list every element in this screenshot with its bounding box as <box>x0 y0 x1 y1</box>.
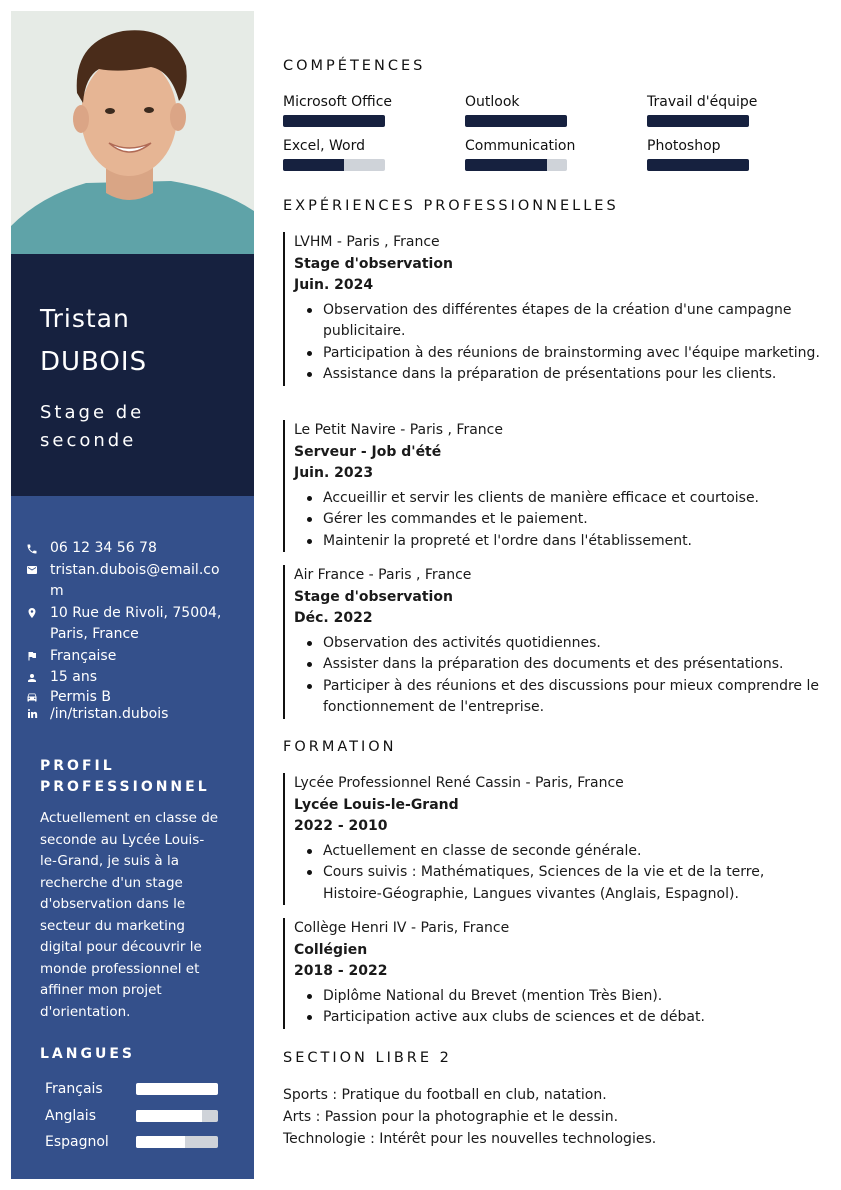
contact-linkedin-value[interactable]: /in/tristan.dubois <box>50 705 169 722</box>
experience-heading: EXPÉRIENCES PROFESSIONNELLES <box>283 198 619 214</box>
bullet-item: Observation des activités quotidiennes. <box>294 633 823 655</box>
language-level-bar <box>136 1136 218 1148</box>
profile-heading: PROFIL PROFESSIONNEL <box>40 758 210 795</box>
skill-level-bar <box>283 115 385 127</box>
entry-date: Déc. 2022 <box>294 610 373 626</box>
contact-phone <box>26 538 246 560</box>
skill-level-fill <box>283 115 385 127</box>
bullet-item: Assister dans la préparation des documents et des présentations. <box>294 654 823 676</box>
email-icon <box>26 560 50 582</box>
education-entry <box>283 773 823 905</box>
entry-organization: Le Petit Navire - Paris , France <box>294 422 503 438</box>
languages-list <box>45 1076 225 1156</box>
contact-address-value: 10 Rue de Rivoli, 75004, Paris, France <box>50 604 222 642</box>
contact-linkedin <box>26 706 246 723</box>
entry-bullets <box>294 633 823 719</box>
bullet-item: Gérer les commandes et le paiement. <box>294 509 823 531</box>
free-section-line: Arts : Passion pour la photographie et le dessin. <box>283 1109 619 1125</box>
skill-item <box>283 137 443 171</box>
free-section-line: Sports : Pratique du football en club, natation. <box>283 1087 607 1103</box>
skill-name: Photoshop <box>647 138 721 154</box>
skill-item <box>647 137 807 171</box>
bullet-item: Assistance dans la préparation de présentations pour les clients. <box>294 364 823 386</box>
education-heading: FORMATION <box>283 739 397 755</box>
person-icon <box>26 667 50 689</box>
entry-bullets <box>294 300 823 386</box>
contact-email <box>26 560 246 603</box>
experience-entry <box>283 565 823 719</box>
language-level-fill <box>136 1083 218 1095</box>
skills-heading: COMPÉTENCES <box>283 58 426 74</box>
language-level-fill <box>136 1110 202 1122</box>
bullet-item: Accueillir et servir les clients de manière efficace et courtoise. <box>294 488 823 510</box>
skill-level-fill <box>465 159 547 171</box>
skill-level-bar <box>647 115 749 127</box>
entry-date: 2018 - 2022 <box>294 963 388 979</box>
profile-photo <box>11 11 254 254</box>
entry-organization: Collège Henri IV - Paris, France <box>294 920 510 936</box>
entry-date: Juin. 2024 <box>294 277 374 293</box>
language-level-bar <box>136 1110 218 1122</box>
entry-role: Stage d'observation <box>294 255 453 272</box>
first-name: Tristan <box>40 304 130 333</box>
entry-date: Juin. 2023 <box>294 465 374 481</box>
car-icon <box>26 689 50 706</box>
language-name: Espagnol <box>45 1134 109 1151</box>
contact-license-value: Permis B <box>50 688 111 705</box>
entry-organization: Air France - Paris , France <box>294 567 472 583</box>
entry-role: Serveur - Job d'été <box>294 443 442 460</box>
entry-date: 2022 - 2010 <box>294 818 388 834</box>
language-name: Français <box>45 1081 103 1098</box>
skill-item <box>465 93 625 127</box>
contact-nationality <box>26 646 246 668</box>
language-item <box>45 1103 225 1130</box>
bullet-item: Participer à des réunions et des discussions pour mieux comprendre le fonctionnement de l'entreprise. <box>294 676 823 719</box>
skill-name: Microsoft Office <box>283 94 393 110</box>
language-name: Anglais <box>45 1107 96 1124</box>
skill-level-bar <box>283 159 385 171</box>
sidebar <box>11 11 254 1179</box>
skill-level-fill <box>465 115 567 127</box>
skill-item <box>465 137 625 171</box>
experience-entry <box>283 420 823 552</box>
bullet-item: Observation des différentes étapes de la création d'une campagne publicitaire. <box>294 300 823 343</box>
entry-role: Lycée Louis-le-Grand <box>294 796 459 813</box>
profile-text: Actuellement en classe de seconde au Lycée Louis-le-Grand, je suis à la recherche d'un stage d'observation dans le secteur du marketing digital pour découvrir le monde professionnel et affiner mon projet d'orientation. <box>40 810 219 1020</box>
languages-heading: LANGUES <box>40 1046 135 1062</box>
contact-age <box>26 667 246 689</box>
job-title: Stage de seconde <box>40 402 145 451</box>
entry-organization: LVHM - Paris , France <box>294 234 440 250</box>
skill-level-bar <box>465 159 567 171</box>
language-level-bar <box>136 1083 218 1095</box>
language-item <box>45 1076 225 1103</box>
flag-icon <box>26 646 50 668</box>
skill-name: Travail d'équipe <box>647 94 758 110</box>
contact-phone-value[interactable]: 06 12 34 56 78 <box>50 540 157 556</box>
education-entry <box>283 918 823 1029</box>
language-item <box>45 1129 225 1156</box>
skill-level-bar <box>465 115 567 127</box>
contact-license <box>26 689 246 706</box>
last-name: DUBOIS <box>40 347 148 377</box>
bullet-item: Participation active aux clubs de sciences et de débat. <box>294 1007 823 1029</box>
contact-address <box>26 603 246 646</box>
entry-organization: Lycée Professionnel René Cassin - Paris, France <box>294 775 624 791</box>
skill-name: Outlook <box>465 94 520 110</box>
entry-bullets <box>294 841 823 906</box>
bullet-item: Maintenir la propreté et l'ordre dans l'établissement. <box>294 531 823 553</box>
bullet-item: Cours suivis : Mathématiques, Sciences de la vie et de la terre, Histoire-Géographie, Langues vivantes (Anglais, Espagnol). <box>294 862 823 905</box>
skill-level-fill <box>283 159 344 171</box>
entry-bullets <box>294 488 823 553</box>
skill-name: Excel, Word <box>283 138 365 154</box>
skill-level-fill <box>647 115 749 127</box>
skill-level-bar <box>647 159 749 171</box>
skill-item <box>647 93 807 127</box>
linkedin-icon <box>26 706 50 723</box>
main-content <box>283 0 823 1190</box>
skill-level-fill <box>647 159 749 171</box>
skill-name: Communication <box>465 138 576 154</box>
contact-email-value[interactable]: tristan.dubois@email.com <box>50 561 220 599</box>
entry-role: Collégien <box>294 941 368 958</box>
bullet-item: Diplôme National du Brevet (mention Très Bien). <box>294 986 823 1008</box>
contact-age-value: 15 ans <box>50 669 98 685</box>
free-section-line: Technologie : Intérêt pour les nouvelles technologies. <box>283 1131 657 1147</box>
entry-bullets <box>294 986 823 1029</box>
contact-list <box>26 538 246 723</box>
free-section-text <box>283 1084 823 1150</box>
location-pin-icon <box>26 603 50 625</box>
bullet-item: Participation à des réunions de brainstorming avec l'équipe marketing. <box>294 343 823 365</box>
experience-entry <box>283 232 823 386</box>
entry-role: Stage d'observation <box>294 588 453 605</box>
avatar <box>11 11 254 254</box>
name-block <box>11 254 254 496</box>
phone-icon <box>26 538 50 560</box>
free-section-heading: SECTION LIBRE 2 <box>283 1050 452 1066</box>
skill-item <box>283 93 443 127</box>
bullet-item: Actuellement en classe de seconde générale. <box>294 841 823 863</box>
contact-nationality-value: Française <box>50 647 117 664</box>
language-level-fill <box>136 1136 185 1148</box>
